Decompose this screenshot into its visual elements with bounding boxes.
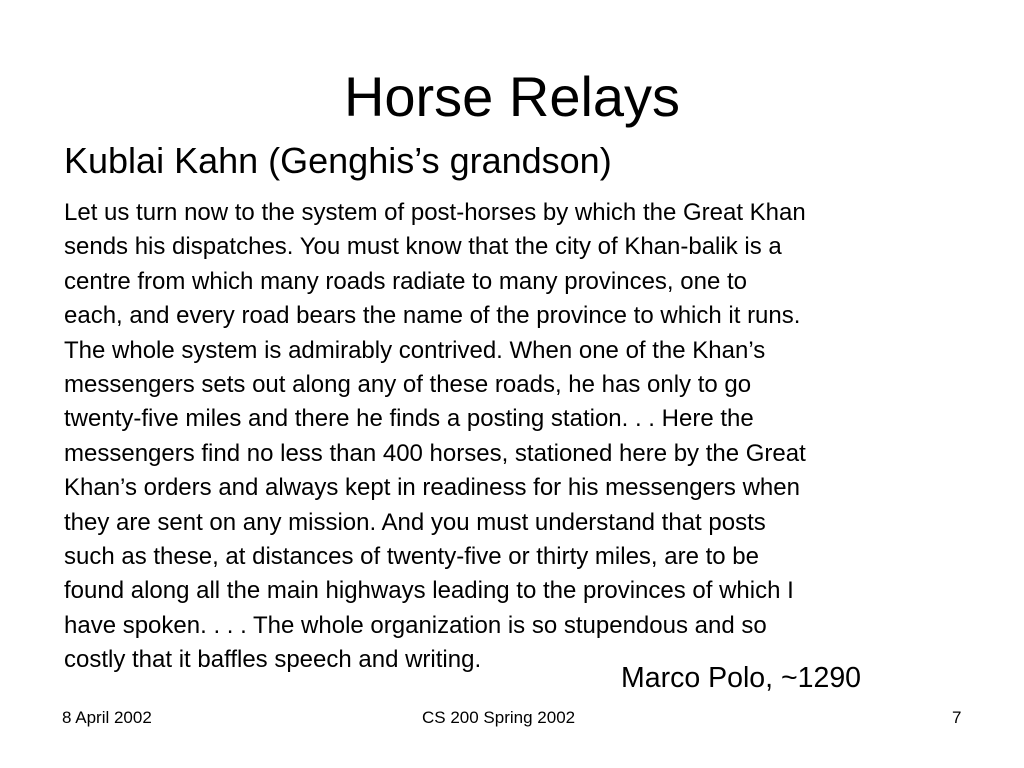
- quote-text: [64, 196, 806, 678]
- slide-title: Horse Relays: [343, 65, 681, 128]
- quote-line: have spoken. . . . The whole organization is so stupendous and so: [64, 611, 767, 639]
- quote-line: each, and every road bears the name of the province to which it runs.: [64, 302, 801, 330]
- footer-course: CS 200 Spring 2002: [422, 708, 576, 727]
- quote-line: sends his dispatches. You must know that the city of Khan-balik is a: [64, 233, 782, 261]
- quote-line: found along all the main highways leading to the provinces of which I: [64, 577, 794, 605]
- quote-line: messengers find no less than 400 horses, stationed here by the Great: [64, 439, 806, 467]
- footer-page-number: 7: [952, 708, 962, 727]
- footer-date: 8 April 2002: [62, 708, 152, 727]
- quote-attribution: Marco Polo, ~1290: [621, 662, 862, 694]
- quote-line: centre from which many roads radiate to many provinces, one to: [64, 267, 747, 295]
- slide-subtitle: Kublai Kahn (Genghis’s grandson): [64, 140, 612, 181]
- quote-line: such as these, at distances of twenty-five or thirty miles, are to be: [64, 543, 759, 571]
- quote-line: costly that it baffles speech and writing.: [64, 646, 482, 674]
- quote-line: Khan’s orders and always kept in readiness for his messengers when: [64, 474, 800, 502]
- quote-line: twenty-five miles and there he finds a posting station. . . Here the: [64, 405, 754, 433]
- quote-line: Let us turn now to the system of post-horses by which the Great Khan: [64, 199, 806, 226]
- quote-line: The whole system is admirably contrived. When one of the Khan’s: [64, 336, 766, 364]
- quote-line: they are sent on any mission. And you must understand that posts: [64, 508, 766, 536]
- quote-line: messengers sets out along any of these roads, he has only to go: [64, 371, 752, 399]
